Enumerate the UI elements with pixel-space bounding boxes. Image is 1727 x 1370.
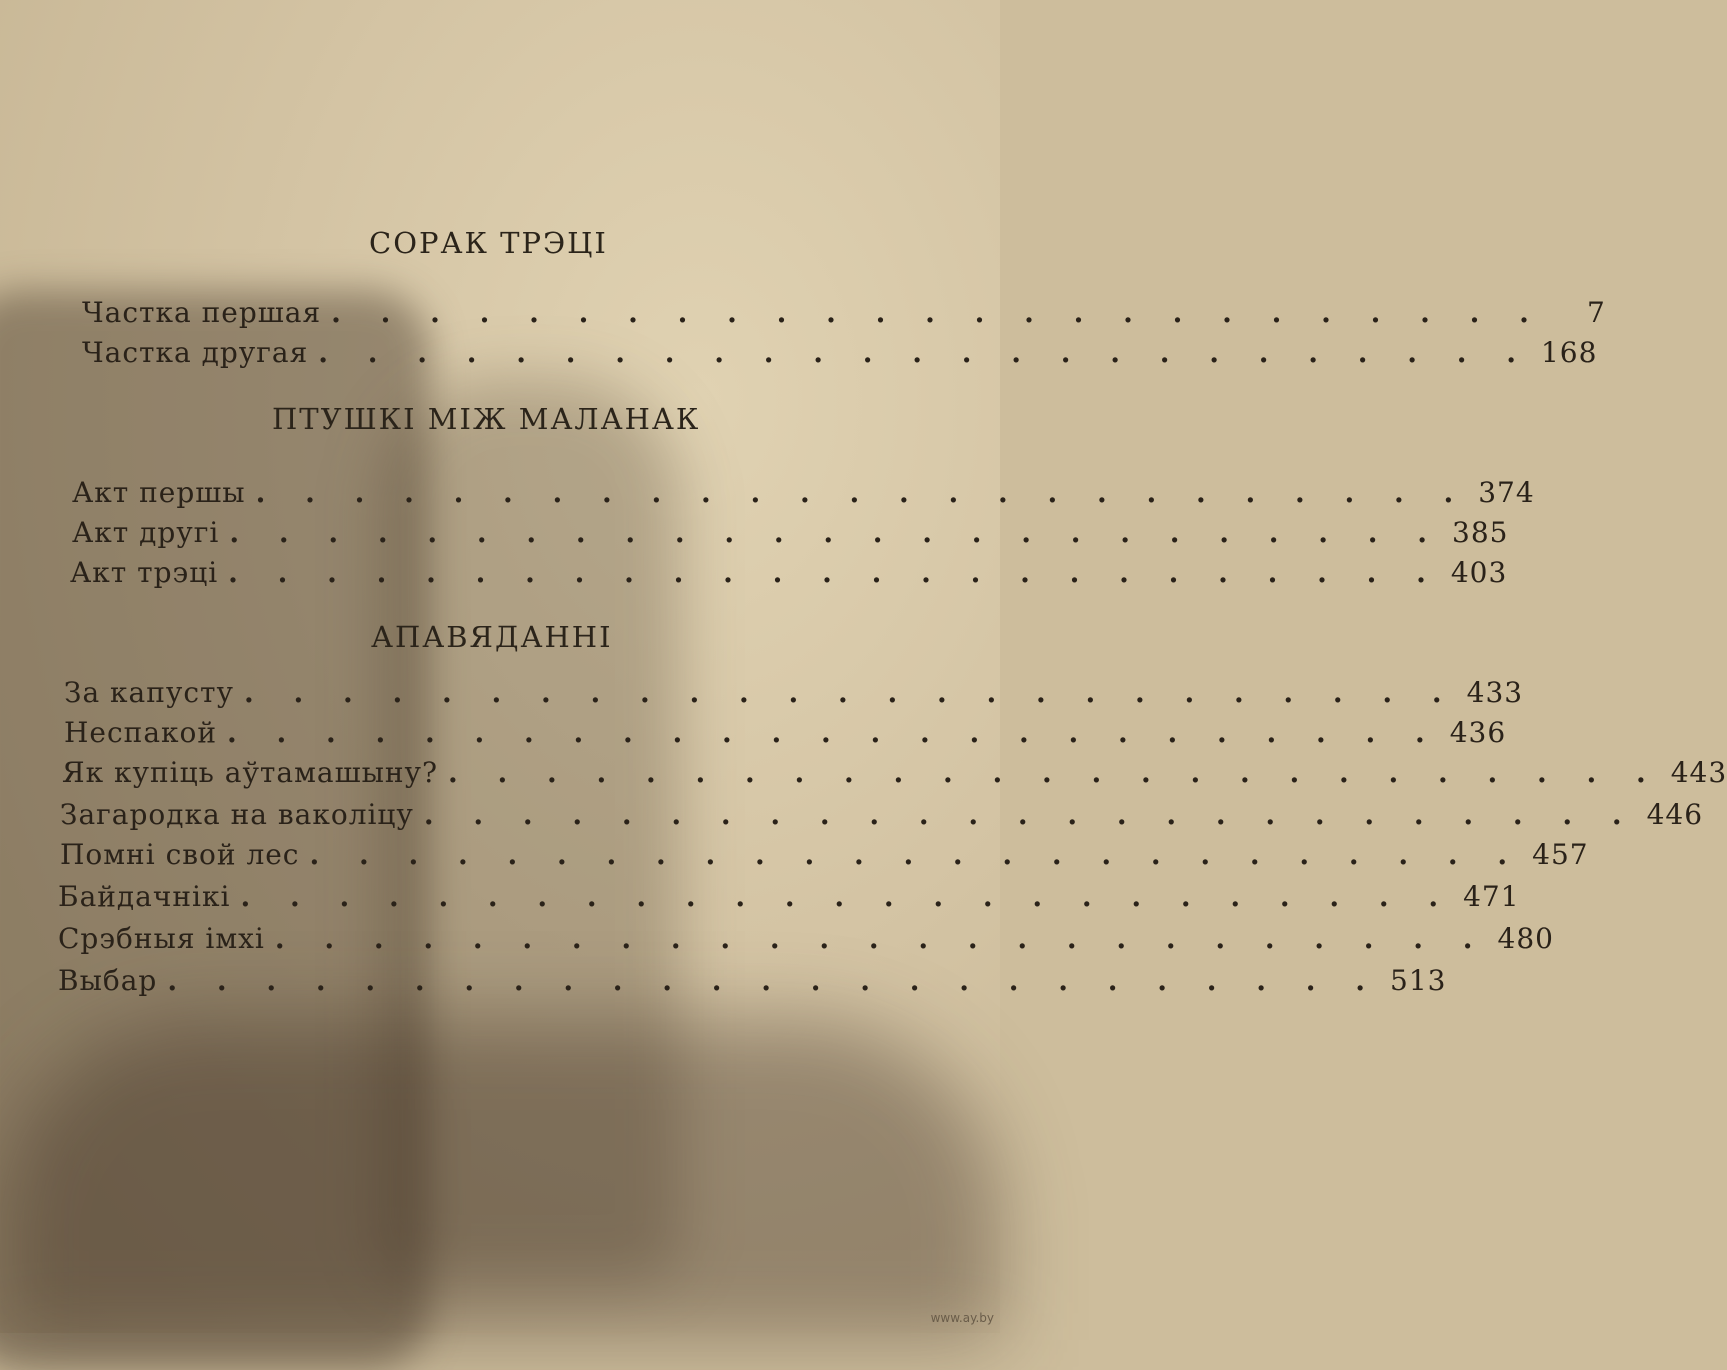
- leader-dots: . . . . . . . . . . . . . . . . . . . . . . . . .: [318, 336, 1531, 369]
- page-number: 7: [1586, 296, 1606, 329]
- section-title: ПТУШКІ МІЖ МАЛАНАК: [272, 402, 701, 436]
- leader-dots: . . . . . . . . . . . . . . . . . . . . . . . . .: [423, 798, 1637, 831]
- leader-dots: . . . . . . . . . . . . . . . . . . . . . . . . .: [240, 880, 1454, 913]
- leader-dots: . . . . . . . . . . . . . . . . . . . . . . . . .: [255, 476, 1469, 509]
- page-number: 374: [1478, 476, 1535, 509]
- leader-dots: . . . . . . . . . . . . . . . . . . . . . . . . .: [274, 922, 1488, 955]
- toc-entry: [82, 336, 1598, 372]
- entry-title: Акт трэці: [70, 556, 219, 589]
- section-title: АПАВЯДАННІ: [371, 620, 613, 654]
- leader-dots: . . . . . . . . . . . . . . . . . . . . . . . . .: [228, 556, 1441, 589]
- leader-dots: . . . . . . . . . . . . . . . . . . . . . . . . .: [167, 964, 1380, 997]
- entry-title: Загародка на ваколіцу: [60, 798, 414, 831]
- toc-entry: [70, 556, 1508, 592]
- entry-title: За капусту: [64, 676, 235, 709]
- page-number: 457: [1532, 838, 1589, 871]
- entry-title: Срэбныя імхі: [58, 922, 265, 955]
- toc-entry: [72, 516, 1509, 552]
- toc-entry: [58, 964, 1447, 1000]
- page-number: 443: [1670, 756, 1727, 789]
- leader-dots: . . . . . . . . . . . . . . . . . . . . . . . . .: [229, 516, 1443, 549]
- leader-dots: . . . . . . . . . . . . . . . . . . . . . . . . .: [309, 838, 1523, 871]
- entry-title: Байдачнікі: [58, 880, 231, 913]
- page-number: 436: [1449, 716, 1507, 749]
- leader-dots: . . . . . . . . . . . . . . . . . . . . . . . . .: [331, 296, 1544, 329]
- page-number: 403: [1450, 556, 1508, 589]
- toc-entry: [82, 296, 1606, 332]
- entry-title: Як купіць аўтамашыну?: [62, 756, 439, 789]
- entry-title: Помні свой лес: [60, 838, 300, 871]
- page-number: 513: [1390, 964, 1447, 997]
- page-number: 480: [1497, 922, 1554, 955]
- toc-entry: [64, 716, 1507, 752]
- page-number: 471: [1463, 880, 1520, 913]
- toc-entry: [72, 476, 1535, 512]
- page-number: 168: [1540, 336, 1598, 369]
- entry-title: Неспакой: [64, 716, 218, 749]
- leader-dots: . . . . . . . . . . . . . . . . . . . . . . . . .: [448, 756, 1661, 789]
- page-number: 446: [1646, 798, 1704, 831]
- entry-title: Акт другі: [72, 516, 220, 549]
- toc-entry: [58, 880, 1520, 916]
- entry-title: Частка першая: [82, 296, 322, 329]
- entry-title: Выбар: [58, 964, 158, 997]
- entry-title: Частка другая: [82, 336, 309, 369]
- section-title: СОРАК ТРЭЦІ: [369, 226, 608, 260]
- leader-dots: . . . . . . . . . . . . . . . . . . . . . . . . .: [244, 676, 1457, 709]
- leader-dots: . . . . . . . . . . . . . . . . . . . . . . . . .: [227, 716, 1440, 749]
- toc-entry: [60, 798, 1704, 834]
- toc-entry: [58, 922, 1554, 958]
- watermark: www.ay.by: [930, 1311, 994, 1325]
- toc-entry: [60, 838, 1589, 874]
- toc-entry: [62, 756, 1727, 792]
- toc-entry: [64, 676, 1524, 712]
- entry-title: Акт першы: [72, 476, 246, 509]
- page-number: 385: [1452, 516, 1509, 549]
- page-number: 433: [1466, 676, 1524, 709]
